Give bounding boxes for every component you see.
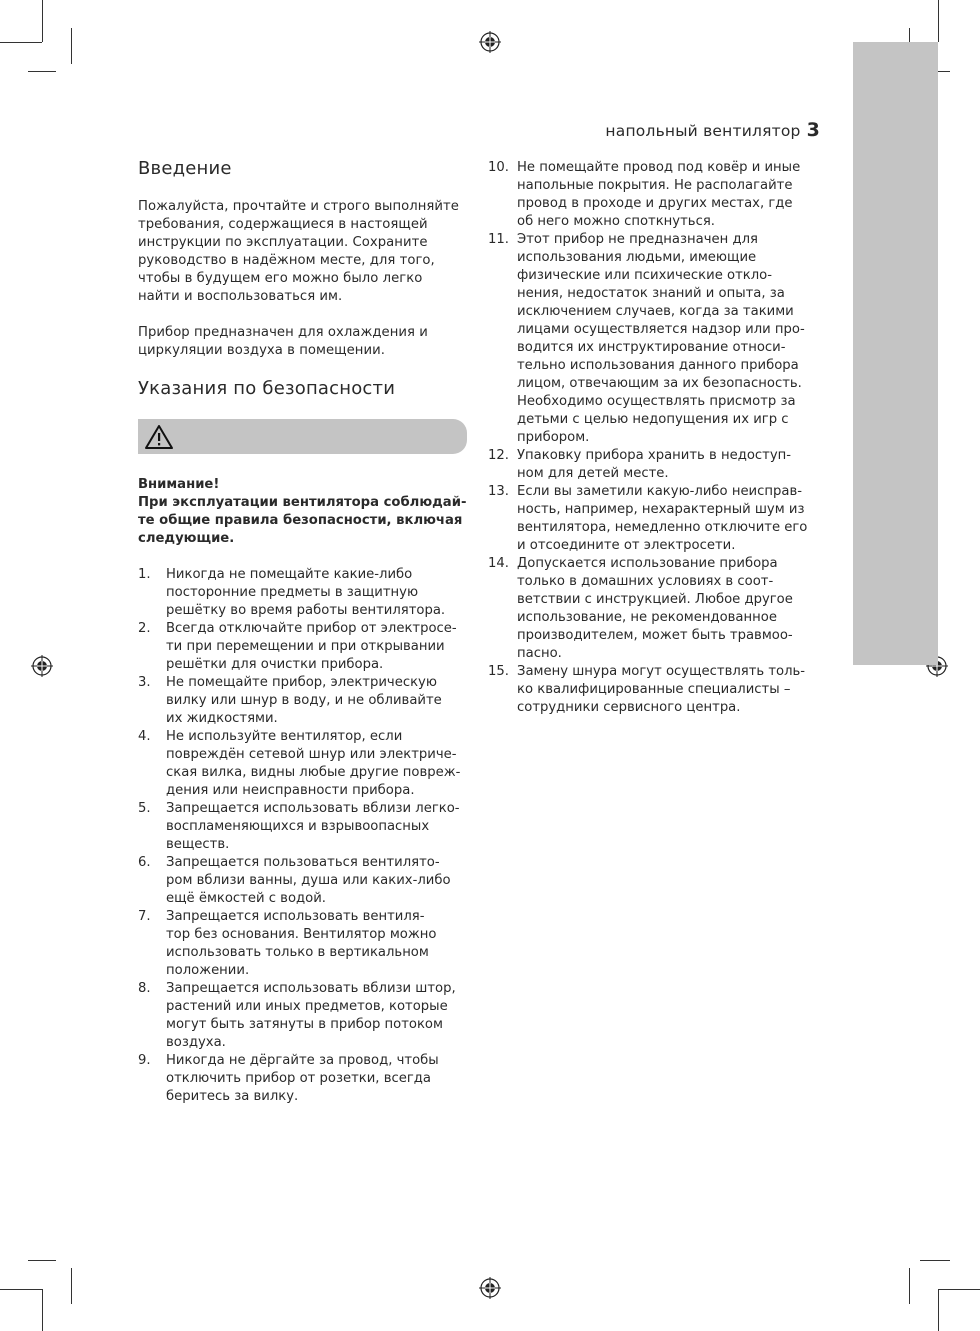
safety-list-right [488, 159, 828, 717]
crop-mark [28, 1260, 56, 1261]
intro-paragraph-2: Прибор предназначен для охлаждения и циркуляции воздуха в помещении. [138, 325, 428, 358]
list-item-number: 1. [138, 567, 151, 582]
safety-list-item [488, 231, 828, 447]
crop-mark [28, 71, 56, 72]
crop-mark [909, 1268, 910, 1304]
list-item-text: Никогда не помещайте какие-либо посторонние предметы в защитную решётку во время работы вентилятора. [166, 567, 446, 618]
list-item-text: Упаковку прибора хранить в недоступ- ном для детей месте. [517, 448, 792, 481]
list-item-number: 11. [488, 232, 509, 247]
list-item-number: 15. [488, 664, 509, 679]
list-item-text: Не помещайте прибор, электрическую вилку или шнур в воду, и не обливайте их жидкостями. [166, 675, 442, 726]
safety-list-item [138, 728, 478, 800]
registration-mark-icon [479, 31, 501, 53]
list-item-number: 4. [138, 729, 151, 744]
crop-mark [71, 1268, 72, 1304]
safety-list-item [138, 674, 478, 728]
intro-paragraph-1: Пожалуйста, прочтайте и строго выполняйте требования, содержащиеся в настоящей инструкции по эксплуатации. Сохраните руководство в надёжном месте, для того, чтобы в будущем его можно было легко найти и воспользоваться им. [138, 199, 459, 304]
list-item-number: 14. [488, 556, 509, 571]
attention-title: Внимание! [138, 477, 220, 492]
list-item-number: 10. [488, 160, 509, 175]
list-item-text: Никогда не дёргайте за провод, чтобы отключить прибор от розетки, всегда беритесь за вилку. [166, 1053, 439, 1104]
list-item-text: Запрещается пользоваться вентилято- ром вблизи ванны, душа или каких-либо ещё ёмкостей с водой. [166, 855, 451, 906]
safety-list-item [488, 159, 828, 231]
registration-mark-icon [31, 655, 53, 677]
warning-triangle-icon [144, 424, 174, 450]
crop-mark [42, 1289, 43, 1331]
safety-list-item [138, 854, 478, 908]
crop-mark [920, 1260, 950, 1261]
left-column [138, 158, 473, 399]
safety-list-item [138, 566, 478, 620]
list-item-number: 3. [138, 675, 151, 690]
warning-bar [138, 419, 467, 454]
crop-mark [938, 1289, 939, 1331]
safety-list-item [488, 555, 828, 663]
page-header [605, 119, 820, 141]
list-item-number: 13. [488, 484, 509, 499]
list-item-number: 5. [138, 801, 151, 816]
safety-list-item [488, 483, 828, 555]
attention-text: При эксплуатации вентилятора соблюдай- те общие правила безопасности, включая следующие. [138, 495, 467, 546]
safety-list-item [138, 980, 478, 1052]
attention-block [138, 476, 473, 548]
list-item-number: 2. [138, 621, 151, 636]
side-tab [853, 42, 938, 665]
list-item-text: Не используйте вентилятор, если повреждён сетевой шнур или электриче- ская вилка, видны любые другие повреж- дения или неисправности прибора. [166, 729, 461, 798]
safety-list-item [488, 447, 828, 483]
list-item-text: Допускается использование прибора только в домашних условиях в соот- ветствии с инструкцией. Любое другое использование, не рекомендованное производителем, может быть травмоо- пасно. [517, 556, 793, 661]
crop-mark [42, 0, 43, 42]
safety-list-left [138, 566, 478, 1106]
safety-list-item [488, 663, 828, 717]
list-item-text: Замену шнура могут осуществлять толь- ко квалифицированные специалисты – сотрудники сервисного центра. [517, 664, 806, 715]
list-item-number: 7. [138, 909, 151, 924]
list-item-text: Этот прибор не предназначен для использования людьми, имеющие физические или психические откло- нения, недостаток знаний и опыта, за исключением случаев, когда за такими лицами осуществляется надзор или про- водится их инструктирование относи- тельно использования данного прибора лицом, отвечающим за их безопасность. Необходимо осуществлять присмотр за детьми с целью недопущения их игр с прибором. [517, 232, 805, 445]
list-item-text: Запрещается использовать вблизи легко- воспламеняющихся и взрывоопасных веществ. [166, 801, 460, 852]
page-number: 3 [806, 119, 820, 141]
crop-mark [0, 1289, 42, 1290]
safety-heading: Указания по безопасности [138, 378, 396, 399]
safety-list-item [138, 908, 478, 980]
crop-mark [71, 28, 72, 64]
list-item-text: Запрещается использовать вентиля- тор без основания. Вентилятор можно использовать только в вертикальном положении. [166, 909, 437, 978]
list-item-text: Если вы заметили какую-либо неисправ- ность, например, нехарактерный шум из вентилятора, немедленно отключите его и отсоедините от электросети. [517, 484, 808, 553]
safety-list-item [138, 620, 478, 674]
list-item-number: 8. [138, 981, 151, 996]
list-item-number: 12. [488, 448, 509, 463]
list-item-text: Запрещается использовать вблизи штор, растений или иных предметов, которые могут быть затянуты в прибор потоком воздуха. [166, 981, 456, 1050]
safety-list-item [138, 1052, 478, 1106]
crop-mark [938, 0, 939, 42]
intro-heading: Введение [138, 158, 232, 179]
list-item-number: 6. [138, 855, 151, 870]
safety-list-item [138, 800, 478, 854]
registration-mark-icon [479, 1277, 501, 1299]
list-item-text: Всегда отключайте прибор от электросе- ти при перемещении и при открывании решётки для очистки прибора. [166, 621, 457, 672]
crop-mark [938, 1289, 980, 1290]
page-header-title: напольный вентилятор [605, 122, 801, 140]
list-item-text: Не помещайте провод под ковёр и иные напольные покрытия. Не располагайте провод в проходе и других местах, где об него можно споткнуться. [517, 160, 801, 229]
crop-mark [0, 42, 42, 43]
list-item-number: 9. [138, 1053, 151, 1068]
